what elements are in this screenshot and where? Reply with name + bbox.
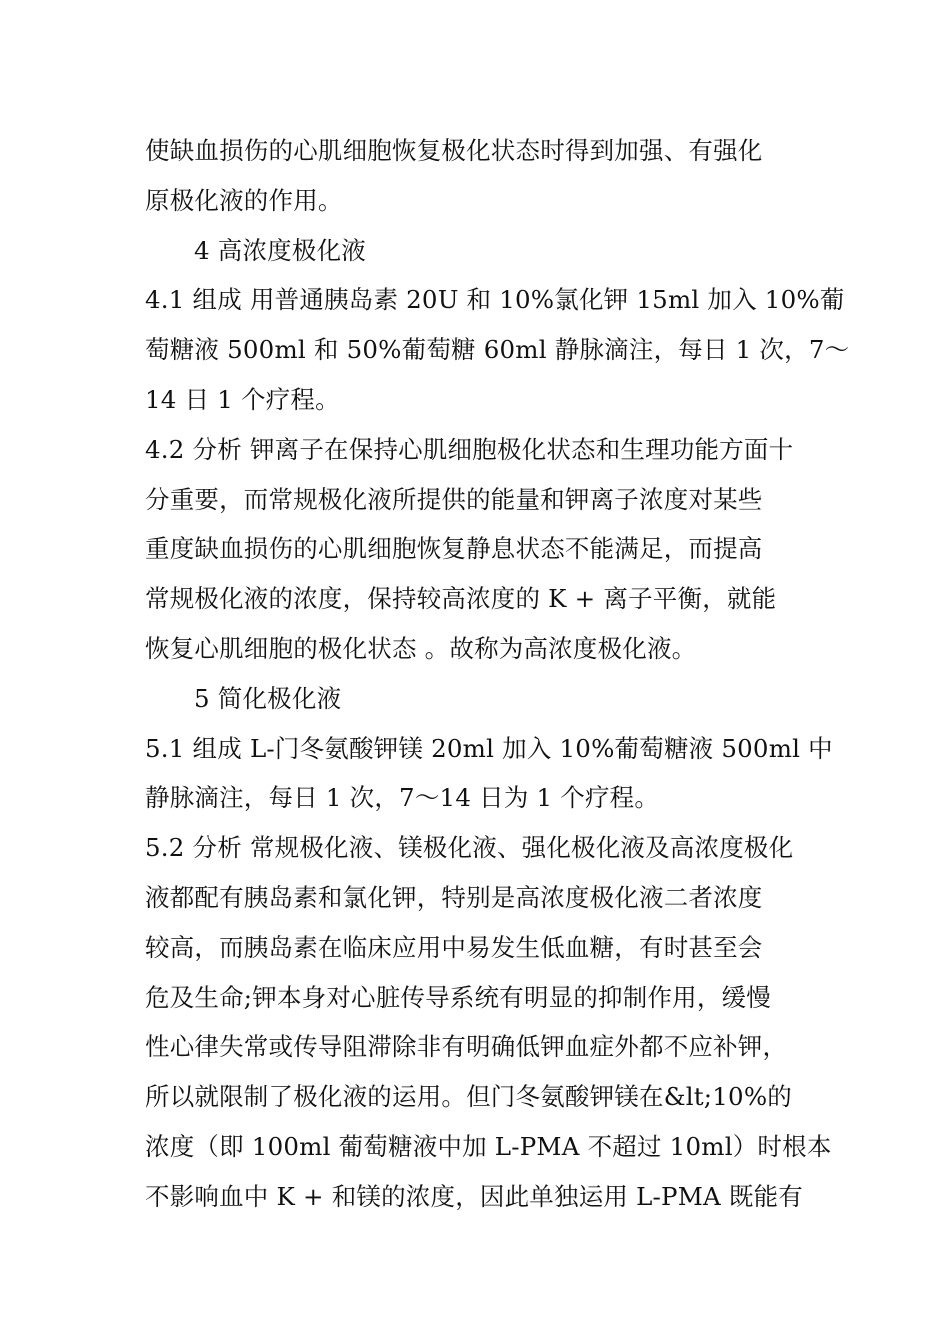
text-line: 常规极化液的浓度，保持较高浓度的 K + 离子平衡，就能 [145, 584, 777, 614]
text-line: 分重要，而常规极化液所提供的能量和钾离子浓度对某些 [145, 484, 763, 514]
text-line: 4.2 分析 钾离子在保持心肌细胞极化状态和生理功能方面十 [145, 434, 794, 464]
text-line: 不影响血中 K + 和镁的浓度，因此单独运用 L-PMA 既能有 [145, 1181, 803, 1211]
text-line: 5.2 分析 常规极化液、镁极化液、强化极化液及高浓度极化 [145, 833, 794, 863]
text-line: 原极化液的作用。 [145, 185, 343, 215]
document-body [145, 126, 850, 1222]
text-line: 14 日 1 个疗程。 [145, 384, 340, 414]
text-line: 浓度（即 100ml 葡萄糖液中加 L-PMA 不超过 10ml）时根本 [145, 1131, 832, 1161]
text-line: 静脉滴注，每日 1 次，7～14 日为 1 个疗程。 [145, 783, 660, 813]
section-heading: 5 简化极化液 [194, 683, 342, 713]
text-line: 所以就限制了极化液的运用。但门冬氨酸钾镁在&lt;10%的 [145, 1082, 792, 1112]
text-line: 危及生命;钾本身对心脏传导系统有明显的抑制作用，缓慢 [145, 982, 771, 1012]
section-heading: 4 高浓度极化液 [194, 235, 366, 265]
text-line: 萄糖液 500ml 和 50%葡萄糖 60ml 静脉滴注，每日 1 次，7～ [145, 335, 850, 365]
text-line: 5.1 组成 L-门冬氨酸钾镁 20ml 加入 10%葡萄糖液 500ml 中 [145, 733, 833, 763]
text-line: 使缺血损伤的心肌细胞恢复极化状态时得到加强、有强化 [145, 136, 763, 165]
text-line: 恢复心肌细胞的极化状态 。故称为高浓度极化液。 [145, 633, 697, 663]
text-line: 重度缺血损伤的心肌细胞恢复静息状态不能满足，而提高 [145, 534, 763, 564]
text-line: 较高，而胰岛素在临床应用中易发生低血糖，有时甚至会 [145, 932, 763, 962]
text-line: 液都配有胰岛素和氯化钾，特别是高浓度极化液二者浓度 [145, 882, 763, 912]
text-line: 4.1 组成 用普通胰岛素 20U 和 10%氯化钾 15ml 加入 10%葡 [145, 285, 845, 315]
text-line: 性心律失常或传导阻滞除非有明确低钾血症外都不应补钾， [145, 1032, 788, 1062]
